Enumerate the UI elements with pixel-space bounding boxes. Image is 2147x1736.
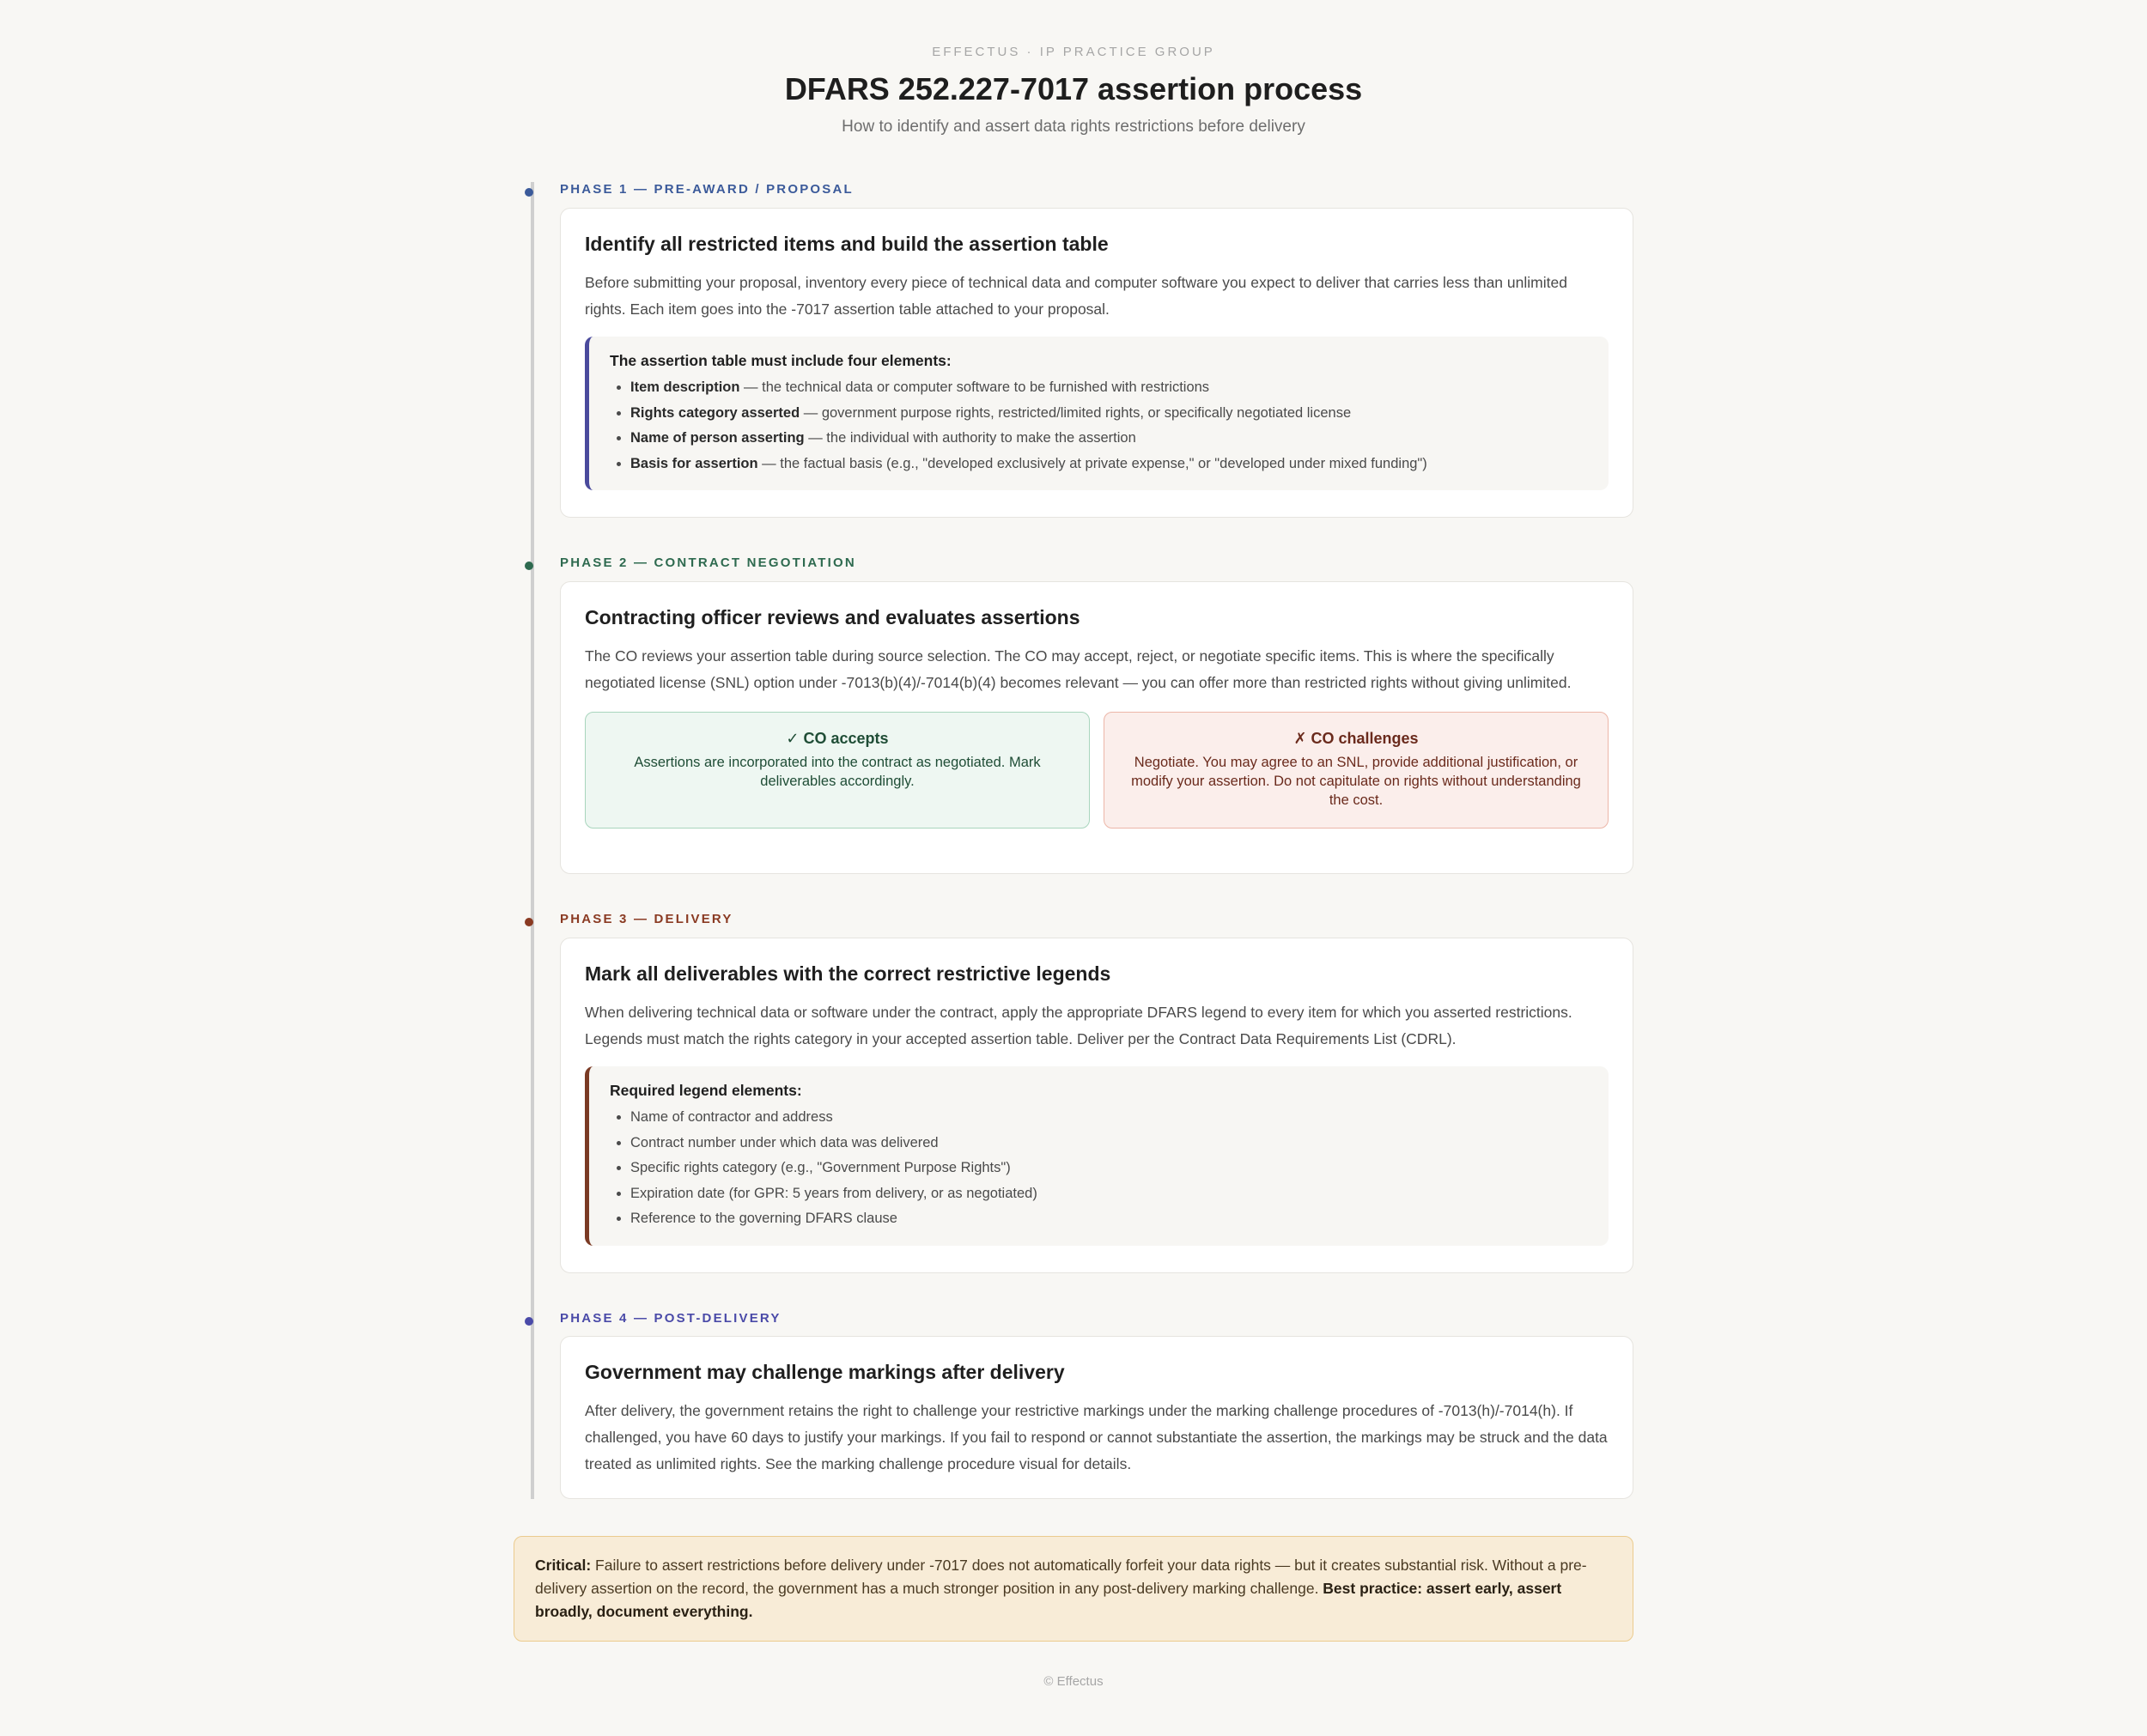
- list-item-term: Item description: [630, 379, 740, 395]
- list-item: • Expiration date (for GPR: 5 years from delivery, or as negotiated): [630, 1181, 1588, 1207]
- header-kicker: EFFECTUS · IP PRACTICE GROUP: [932, 45, 1215, 59]
- list-item-text: — the technical data or computer software to be furnished with restrictions: [739, 379, 1210, 395]
- critical-text: Failure to assert restrictions before delivery under -7017 does not automatically forfeit your data rights — but it creates substantial risk. Without a pre-delivery assertion on the record, the government has a much stronger position in any post-delivery marking challenge.: [535, 1557, 1587, 1597]
- phase-4-body: After delivery, the government retains the right to challenge your restrictive markings under the marking challenge procedures of -7013(h)/-7014(h). If challenged, you have 60 days to justify your markings. If you fail to respond or cannot substantiate the assertion, the markings may be struck and the data treated as unlimited rights. See the marking challenge procedure visual for details.: [585, 1402, 1608, 1472]
- phase-2-label: PHASE 2 — CONTRACT NEGOTIATION: [560, 555, 856, 570]
- legend-elements-list: [610, 1105, 1588, 1232]
- list-item: • Contract number under which data was delivered: [630, 1131, 1588, 1156]
- legend-requirements: [585, 1066, 1609, 1246]
- timeline-dot-phase-4: [525, 1317, 533, 1326]
- list-item-text: — government purpose rights, restricted/limited rights, or specifically negotiated license: [800, 404, 1352, 421]
- timeline-dot-phase-3: [525, 918, 533, 926]
- co-accepts-body: Assertions are incorporated into the contract as negotiated. Mark deliverables accordingly.: [634, 755, 1041, 789]
- phase-1-label: PHASE 1 — PRE-AWARD / PROPOSAL: [560, 182, 854, 197]
- list-item: • Specific rights category (e.g., "Government Purpose Rights"): [630, 1156, 1588, 1181]
- phase-2-title: Contracting officer reviews and evaluates assertions: [585, 606, 1080, 628]
- list-item-term: Basis for assertion: [630, 455, 758, 471]
- list-item-text: — the individual with authority to make the assertion: [804, 430, 1136, 446]
- legend-requirements-heading: Required legend elements:: [610, 1082, 802, 1099]
- co-outcomes: [585, 712, 1609, 829]
- timeline-line: [531, 182, 534, 1499]
- list-item-term: Rights category asserted: [630, 404, 800, 421]
- phase-3-card: [560, 938, 1633, 1273]
- phase-4-label: PHASE 4 — POST-DELIVERY: [560, 1311, 782, 1326]
- list-item: • Name of contractor and address: [630, 1105, 1588, 1131]
- co-challenges-title: ✗ CO challenges: [1293, 730, 1419, 747]
- phase-4-card: [560, 1336, 1633, 1499]
- co-accepts-box: [585, 712, 1090, 829]
- list-item-term: Name of person asserting: [630, 430, 805, 446]
- critical-lead: Critical:: [535, 1557, 592, 1574]
- assertion-table-requirements: [585, 337, 1609, 490]
- list-item-text: — the factual basis (e.g., "developed exclusively at private expense," or "developed under mixed funding"): [757, 455, 1427, 471]
- timeline-dot-phase-1: [525, 188, 533, 197]
- critical-callout: [514, 1536, 1633, 1642]
- list-item: • Reference to the governing DFARS clause: [630, 1206, 1588, 1232]
- phase-1-card: [560, 208, 1633, 518]
- timeline-dot-phase-2: [525, 561, 533, 570]
- phase-2-body: The CO reviews your assertion table during source selection. The CO may accept, reject, or negotiate specific items. This is where the specifically negotiated license (SNL) option under -7013(b)(4)/-7014(b)(4) becomes relevant — you can offer more than restricted rights without giving unlimited.: [585, 647, 1572, 691]
- critical-best-practice: Best practice: assert early, assert broadly, document everything.: [535, 1580, 1562, 1620]
- page-subtitle: How to identify and assert data rights restrictions before delivery: [842, 118, 1305, 136]
- co-accepts-title: ✓ CO accepts: [786, 730, 889, 747]
- phase-3-body: When delivering technical data or software under the contract, apply the appropriate DFARS legend to every item for which you asserted restrictions. Legends must match the rights category in your accepted assertion table. Deliver per the Contract Data Requirements List (CDRL).: [585, 1004, 1572, 1047]
- assertion-table-elements-list: [610, 375, 1588, 476]
- list-item: [630, 426, 1588, 452]
- page-title: DFARS 252.227-7017 assertion process: [784, 71, 1363, 106]
- assertion-table-heading: The assertion table must include four elements:: [610, 352, 952, 369]
- list-item: [630, 452, 1588, 477]
- phase-3-title: Mark all deliverables with the correct restrictive legends: [585, 962, 1111, 985]
- header: [0, 45, 2147, 137]
- footer-copyright: © Effectus: [1043, 1674, 1104, 1689]
- phase-1-body: Before submitting your proposal, inventory every piece of technical data and computer software you expect to deliver that carries less than unlimited rights. Each item goes into the -7017 assertion table attached to your proposal.: [585, 274, 1567, 318]
- co-challenges-body: Negotiate. You may agree to an SNL, provide additional justification, or modify your assertion. Do not capitulate on rights without understanding the cost.: [1131, 755, 1581, 808]
- phase-4-title: Government may challenge markings after delivery: [585, 1361, 1065, 1383]
- co-challenges-box: [1104, 712, 1609, 829]
- list-item: [630, 375, 1588, 401]
- phase-1-title: Identify all restricted items and build the assertion table: [585, 233, 1109, 255]
- phase-3-label: PHASE 3 — DELIVERY: [560, 912, 733, 926]
- list-item: [630, 401, 1588, 427]
- phase-2-card: [560, 581, 1633, 874]
